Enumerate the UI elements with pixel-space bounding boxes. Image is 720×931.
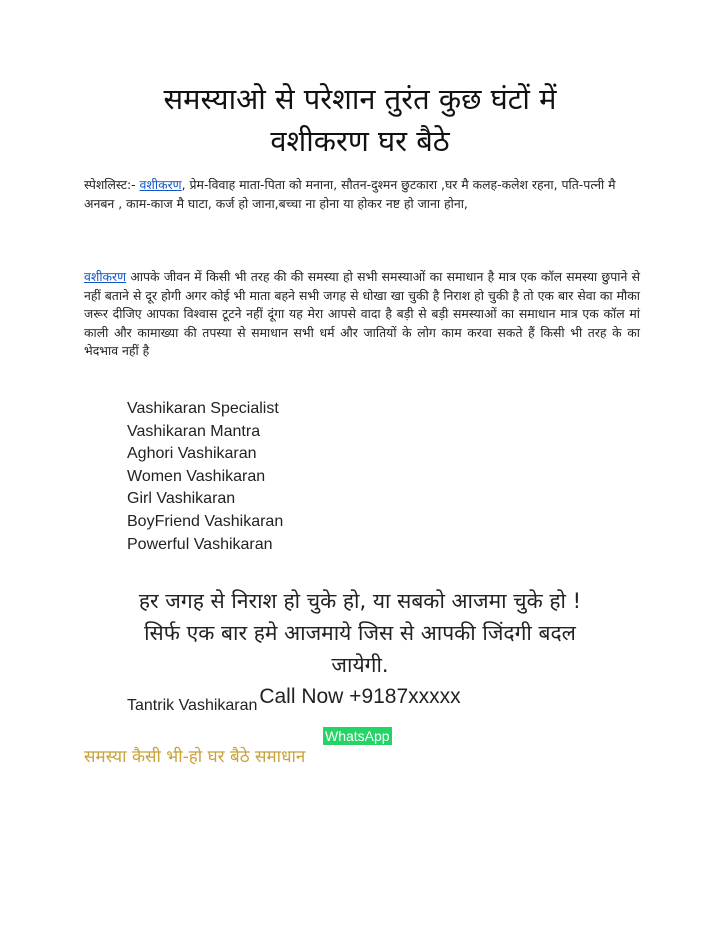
promo-line-3-hindi: जायेगी. [331, 653, 389, 677]
intro-text: , प्रेम-विवाह माता-पिता को मनाना, सौतन-दुश्मन छुटकारा ,घर मै कलह-कलेश रहना, पति-पत्नी मै अनबन , काम-काज मै घाटा, कर्ज हो जाना,बच्चा ना होना या होकर नष्ट हो जाना होना, [84, 177, 616, 211]
page-title [0, 78, 720, 162]
tantrik-vashikaran-label: Tantrik Vashikaran [127, 697, 258, 714]
list-item: Vashikaran Specialist [127, 400, 279, 417]
list-item: Girl Vashikaran [127, 490, 236, 508]
promo-block [80, 585, 640, 713]
page-title-line-1: समस्याओ से परेशान तुरंत कुछ घंटों में [163, 82, 557, 116]
intro-prefix: स्पेशलिस्ट:- [84, 177, 140, 192]
footer-tagline: समस्या कैसी भी-हो घर बैठे समाधान [84, 747, 306, 767]
vashikaran-link-intro[interactable]: वशीकरण [139, 177, 182, 192]
list-item: Aghori Vashikaran [127, 445, 257, 463]
promo-line-1: हर जगह से निराश हो चुके हो, या सबको आजमा चुके हो ! [138, 589, 582, 613]
intro-paragraph [84, 176, 640, 213]
list-item: Powerful Vashikaran [127, 535, 273, 553]
list-item: Women Vashikaran [127, 467, 266, 485]
call-now-text: Call Now +9187xxxxx [259, 685, 461, 708]
page-title-line-2: वशीकरण घर बैठे [270, 124, 450, 158]
list-item: Vashikaran Mantra [127, 422, 261, 440]
vashikaran-link-body[interactable]: वशीकरण [84, 269, 127, 284]
services-list [127, 398, 283, 556]
list-item: BoyFriend Vashikaran [127, 512, 284, 530]
promo-line-2: सिर्फ एक बार हमे आजमाये जिस से आपकी जिंदगी बदल [144, 621, 576, 645]
body-paragraph [84, 268, 640, 361]
whatsapp-button[interactable]: WhatsApp [325, 728, 390, 744]
body-text: आपके जीवन में किसी भी तरह की की समस्या हो सभी समस्याओं का समाधान है मात्र एक कॉल समस्या छुपाने से नहीं बताने से दूर होगी अगर कोई भी माता बहने सभी जगह से धोखा खा चुकी है निराश हो चुकी है तो एक बार सेवा का मौका जरूर दीजिए आपका विश्वास टूटने नहीं दूंगा यह मेरा आपसे वादा है बड़ी से बड़ी समस्याओं का समाधान मात्र एक कॉल मां काली और कामाख्या की तपस्या से समाधान सभी धर्म और जातियों के लोग काम करवा सकते हैं किसी भी तरह के का भेदभाव नहीं है [84, 269, 640, 358]
